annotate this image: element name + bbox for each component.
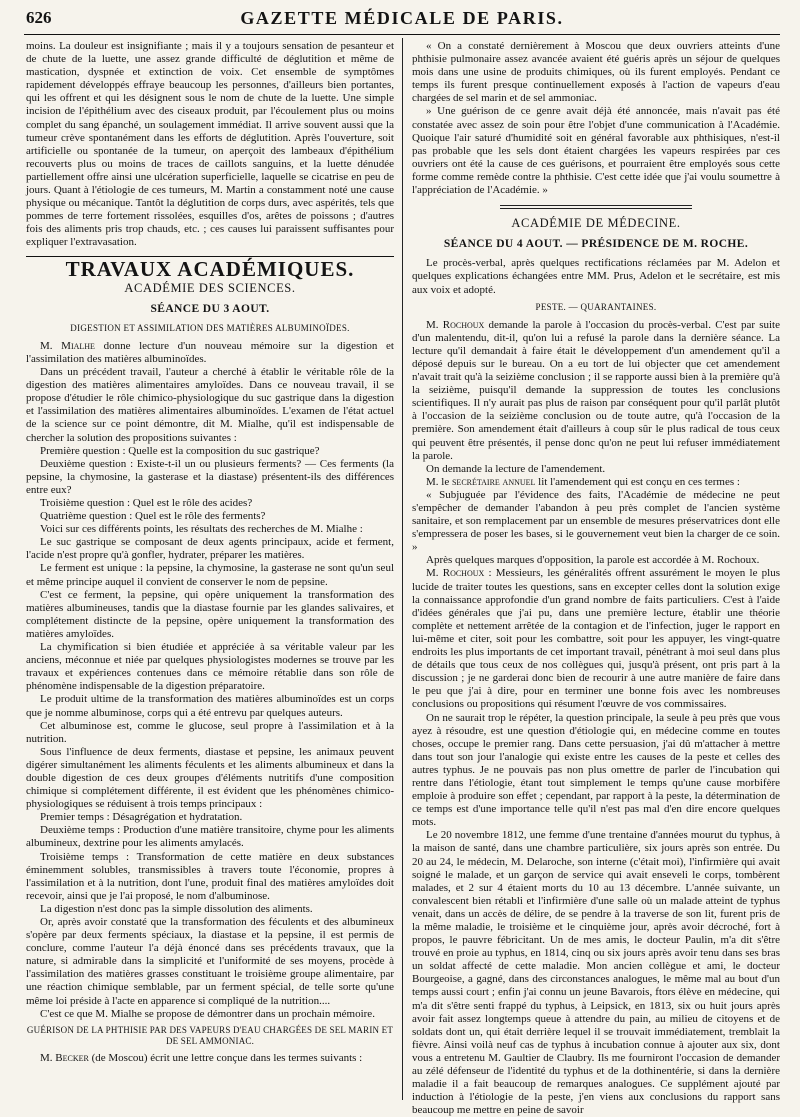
column-divider — [402, 38, 403, 1100]
speaker-name: M. Rochoux — [426, 567, 485, 580]
paragraph: Le procès-verbal, après quelques rectifications réclamées par M. Adelon et quelques explications échangées entre MM. Prus, Adelon et le secrétaire, est mis aux voix et adopté. — [412, 257, 780, 296]
speaker-name: M. Becker — [40, 1051, 89, 1064]
topic-heading: GUÉRISON DE LA PHTHISIE PAR DES VAPEURS D'EAU CHARGÉES DE SEL MARIN ET DE SEL AMMONIAC. — [26, 1024, 394, 1046]
speaker-name: M. Mialhe — [40, 339, 95, 352]
section-title: TRAVAUX ACADÉMIQUES. — [65, 256, 355, 281]
paragraph: La chymification si bien étudiée et appréciée à sa véritable valeur par les anciens, méconnue et niée par quelques physiologistes modernes se trouve par les travaux et expériences contenues dans ce mémoire rétablie dans son rôle de phénomène indispensable de la digestion préparatoire. — [26, 641, 394, 693]
topic-heading: DIGESTION ET ASSIMILATION DES MATIÈRES ALBUMINOÏDES. — [70, 322, 350, 333]
question-item: Première question : Quelle est la composition du suc gastrique? — [40, 444, 320, 457]
paragraph: Le suc gastrique se composant de deux agents principaux, acide et ferment, l'acide n'est propre qu'à gonfler, hydrater, préparer les matières. — [26, 536, 394, 562]
paragraph: M. Becker (de Moscou) écrit une lettre conçue dans les termes suivants : — [40, 1051, 363, 1064]
stage-item: Premier temps : Désagrégation et hydratation. — [40, 811, 243, 824]
paragraph: M. Rochoux : Messieurs, les généralités offrent assurément le moyen le plus lucide de traiter toutes les questions, sans en excepter celles dont la solution exige la connaissance approfondie d'un grand nombre de faits particuliers. C'est à l'aide d'idées générales que j'ai pu, dans une première lecture, établir une théorie complète et nettement arrêtée de la contagion et de l'infection, juger le rapport en lui-même et citer, soit pour les combattre, soit pour les appuyer, les vingt-quatre endroits les plus importants de cet important travail, pénétrant à moi seul dans plus de détails que tous ceux de nos collègues qui, jusqu'à présent, ont pris part à la discussion ; je ne garderai donc bien de recourir à une autre manière de faire dans le peu que j'ai à dire, pour en terminer une bonne fois avec les nombreuses conclusions ou propositions qui résument l'œuvre de vos commissaires. — [412, 567, 780, 711]
page-number: 626 — [26, 8, 52, 27]
paragraph: C'est ce ferment, la pepsine, qui opère uniquement la transformation des matières albumineuses, tandis que la diastase fournie par les glandes salivaires, et complétement distincte de la pepsine, opère uniquement la transformation des matières amyloïdes. — [26, 588, 394, 640]
paragraph: C'est ce que M. Mialhe se propose de démontrer dans un prochain mémoire. — [40, 1007, 375, 1020]
journal-title: GAZETTE MÉDICALE DE PARIS. — [240, 8, 564, 28]
session-heading: SÉANCE DU 3 AOUT. — [150, 302, 270, 315]
quoted-letter: « On a constaté dernièrement à Moscou que deux ouvriers atteints d'une phthisie pulmonaire assez avancée avaient été guéris après un séjour de quelques mois dans une usine de produits chimiques, où ils furent employés. Pendant ce temps ils furent presque continuellement exposés à l'action de vapeurs d'eau chargées de sel marin et de sel ammoniac. — [412, 40, 780, 105]
paragraph: Dans un précédent travail, l'auteur a cherché à établir le véritable rôle de la digestion des matières alimentaires amyloïdes. Dans ce nouveau travail, il se propose d'étudier le rôle chimico-physiologique du suc gastrique dans la digestion et l'assimilation des matières alimentaires albuminoïdes. L'examen de l'état actuel de la science sur ce point démontre, dit M. Mialhe, qu'il est indispensable de chercher la solution des propositions suivantes : — [26, 366, 394, 444]
stage-item: Deuxième temps : Production d'une matière transitoire, chyme pour les aliments albumineux, dextrine pour les aliments amylacés. — [26, 824, 394, 850]
paragraph: Voici sur ces différents points, les résultats des recherches de M. Mialhe : — [40, 523, 363, 536]
paragraph: M. Mialhe donne lecture d'un nouveau mémoire sur la digestion et l'assimilation des matières albuminoïdes. — [26, 339, 394, 365]
paragraph: Sous l'influence de deux ferments, diastase et pepsine, les animaux peuvent digérer simultanément les aliments féculents et les aliments albumineux et dans la double digestion de ces deux groupes d'éléments nutritifs d'une composition chimique si complétement différente, il est évident que les phénomènes chimico-physiologiques se réduisent à trois temps principaux : — [26, 745, 394, 811]
academy-heading: ACADÉMIE DES SCIENCES. — [124, 280, 296, 295]
question-item: Troisième question : Quel est le rôle des acides? — [40, 497, 253, 509]
paragraph: Cet albuminose est, comme le glucose, seul propre à l'assimilation et à la nutrition. — [26, 719, 394, 745]
speaker-name: secrétaire annuel — [451, 475, 536, 488]
paragraph: M. Rochoux demande la parole à l'occasion du procès-verbal. C'est par suite d'un malentendu, dit-il, qu'on lui a refusé la parole dans la dernière séance. La lecture qu'il demandait à faire était le développement d'un amendement qu'il a déposé depuis sur le bureau. On a eu tort de lui objecter que cet amendement n'avait trait qu'à la seizième conclusion ; il se rapporte aussi bien à la première qu'à la seizième, puisqu'il demande la suppression de toutes les conclusions scientifiques. Il n'y aurait pas plus de raison par conséquent pour qu'il parlât plutôt à l'occasion de la seizième conclusion ou de toute autre, qu'à l'occasion de la première. Son amendement était d'ailleurs à coup sûr le plus radical de tous ceux qui peuvent être présentés, il pense donc qu'on ne peut lui refuser immédiatement la parole. — [412, 318, 780, 462]
stage-item: Troisième temps : Transformation de cette matière en deux substances éminemment solubles, transmissibles à travers toute l'économie, propres à l'assimilation et à la nutrition, dont l'une, produit final des matières amyloïdes doit recevoir, ainsi que je l'ai proposé, le nom d'albuminose. — [26, 850, 394, 902]
quoted-amendment: « Subjuguée par l'évidence des faits, l'Académie de médecine ne peut s'empêcher de demander l'abandon à peu près complet de l'ancien système sanitaire, et son remplacement par un ensemble de mesures préservatrices dont elle s'empressera de poser les bases, si le gouvernement veut bien la charger de ce soin. » — [412, 488, 780, 554]
left-column — [26, 40, 394, 1100]
paragraph: Le 20 novembre 1812, une femme d'une trentaine d'années mourut du typhus, à la maison de santé, dans une chambre particulière, six jours après son entrée. Du 20 au 24, le médecin, M. Delaroche, son interne (c'était moi), l'infirmière qui avait soigné le malade, et un garçon de service qui avait enseveli le corps, tombèrent malades, et 2 sur 4 étaient morts du 10 au 13 décembre. L'année suivante, un convalescent bien rétabli et l'infirmière d'une salle où un malade atteint de typhus venait, dans un accès de délire, de se pendre à la traverse de son lit, furent pris de la même maladie, le troisième et le cinquième jour, après avoir décroché, fort à propos, le pauvre fébricitant. Un de mes amis, le docteur Paulin, m'a dit s'être trouvé en proie au typhus, en 1814, cinq ou six jours après avoir tenu dans ses bras un soldat affecté de cette maladie. Mon ancien collègue et ami, le docteur Bourgeoise, a gagné, dans des circonstances analogues, le même mal au bout d'un temps aussi court ; enfin j'ai connu un jeune Bavarois, ftors élève en médecine, qui m'a dit s'être senti frappé du typhus, à Leipsick, en 1813, six ou huit jours après avoir fait assez longtemps queue à attendre du pain, au milieu de citoyens et de soldats dont un, qui était derrière lequel il se trouvait immédiatement, tremblait la fièvre. Ainsi voilà neuf cas de typhus à incubation connue à ajouter aux six, dont vous a entretenu M. Gaultier de Claubry. Ils me fourniront l'occasion de demander au zélé défenseur de l'identité du typhus et de la dothinentérie, si dans la dernière maladie il a fait beaucoup de remarques analogues. Ce supplément ajouté par induction à l'étiologie de la peste, j'en viens aux conclusions du rapport sans beaucoup me mettre en peine de savoir — [412, 829, 780, 1117]
paragraph: On demande la lecture de l'amendement. — [426, 462, 606, 475]
page-header — [26, 8, 778, 32]
right-column — [412, 40, 780, 1117]
quoted-letter: » Une guérison de ce genre avait déjà été annoncée, mais n'avait pas été constatée avec assez de soin pour être l'objet d'une communication à l'Académie. Quoique l'air saturé d'humidité soit en général favorable aux phthisiques, n'est-il pas probable que les sels dont étaient chargées les vapeurs respirées par ces ouvriers ont été la cause de ces guérisons, et pourraient être employés sous cette forme comme remède contre la phthisie. C'est cette idée que j'ai voulu soumettre à l'appréciation de l'Académie. » — [412, 105, 780, 197]
double-rule — [500, 205, 691, 209]
paragraph: M. le secrétaire annuel lit l'amendement qui est conçu en ces termes : — [426, 475, 740, 488]
paragraph: On ne saurait trop le répéter, la question principale, la seule à peu près que vous ayez à résoudre, est une question d'étiologie qui, en médecine comme en toutes choses, occupe le premier rang. Dans cette persuasion, j'ai dû m'attacher à mettre dans tout son jour l'analogie qui existe entre les causes de la peste et celles des autres typhus. Je ne pouvais pas non plus omettre de parler de l'incubation qui rentre dans l'étiologie, étant tout simplement le temps qu'une cause morbifère emploie à produire son effet ; cependant, par rapport à la peste, la détermination de ce temps est d'une importance telle qu'il n'est pas mal d'en dire encore quelques mots. — [412, 711, 780, 829]
paragraph: Après quelques marques d'opposition, la parole est accordée à M. Rochoux. — [426, 554, 760, 567]
academy-heading: ACADÉMIE DE MÉDECINE. — [511, 216, 681, 231]
header-rule — [24, 34, 780, 35]
speaker-name: M. Rochoux — [426, 318, 485, 331]
intro-paragraph: moins. La douleur est insignifiante ; mais il y a toujours sensation de pesanteur et de chute de la luette, une assez grande difficulté de déglutition et même de mastication, dyspnée et extinction de voix. Cet ensemble de symptômes rapidement développés effraye beaucoup les personnes, d'ailleurs bien portantes, qui les offrent et qui les désignent sous le nom de chute de la luette. Une simple incision de l'épithélium avec des ciseaux produit, par l'écoulement plus ou moins complet du sang épanché, un soulagement immédiat. Il arrive souvent aussi que la tumeur crève spontanément dans les efforts de déglutition. Après l'ouverture, soit artificielle ou spontanée de la tumeur, on aperçoit des lambeaux d'épithélium recouverts plus ou moins de traces de caillots sanguins, et la luette dénudée partiellement offre ainsi une ulcération superficielle, laquelle se cicatrise en peu de jours. Quant à l'étiologie de ces tumeurs, M. Martin a constamment noté une cause physique ou mécanique. Tantôt la déglutition de corps durs, avec aspérités, tels que pommes de terre fortement rissolées, esquilles d'os, arêtes de poissons ; d'autres fois des aliments pris trop chauds, etc. ; ces causes lui paraissent suffisantes pour expliquer l'extravasation. — [26, 40, 394, 249]
paragraph: Or, après avoir constaté que la transformation des féculents et des albumineux s'opère par deux ferments spéciaux, la diastase et la pepsine, il est permis de conclure, comme l'auteur l'a déjà énoncé dans ses précédents travaux, que la nature, si admirable dans la simplicité et l'uniformité de ses moyens, procède à l'assimilation des matières grasses constituant le troisième groupe alimentaire, par une réaction chimique semblable, par un ferment spécial, de telle sorte qu'une même loi préside à l'acte en apparence si compliqué de la nutrition.... — [26, 916, 394, 1007]
paragraph: La digestion n'est donc pas la simple dissolution des aliments. — [40, 902, 313, 915]
session-heading: SÉANCE DU 4 AOUT. — PRÉSIDENCE DE M. ROCHE. — [443, 238, 749, 251]
paragraph: Le produit ultime de la transformation des matières albuminoïdes est un corps que je nomme albuminose, corps qui a été entrevu par quelques auteurs. — [26, 693, 394, 719]
paragraph: Le ferment est unique : la pepsine, la chymosine, la gasterase ne sont qu'un seul et même principe auquel il convient de conserver le nom de pepsine. — [26, 562, 394, 588]
topic-heading: PESTE. — QUARANTAINES. — [535, 301, 657, 312]
question-item: Quatrième question : Quel est le rôle des ferments? — [40, 510, 266, 523]
question-item: Deuxième question : Existe-t-il un ou plusieurs ferments? — Ces ferments (la pepsine, la chymosine, la gasterase et la diastase) présentent-ils des différences entre eux? — [26, 457, 394, 496]
